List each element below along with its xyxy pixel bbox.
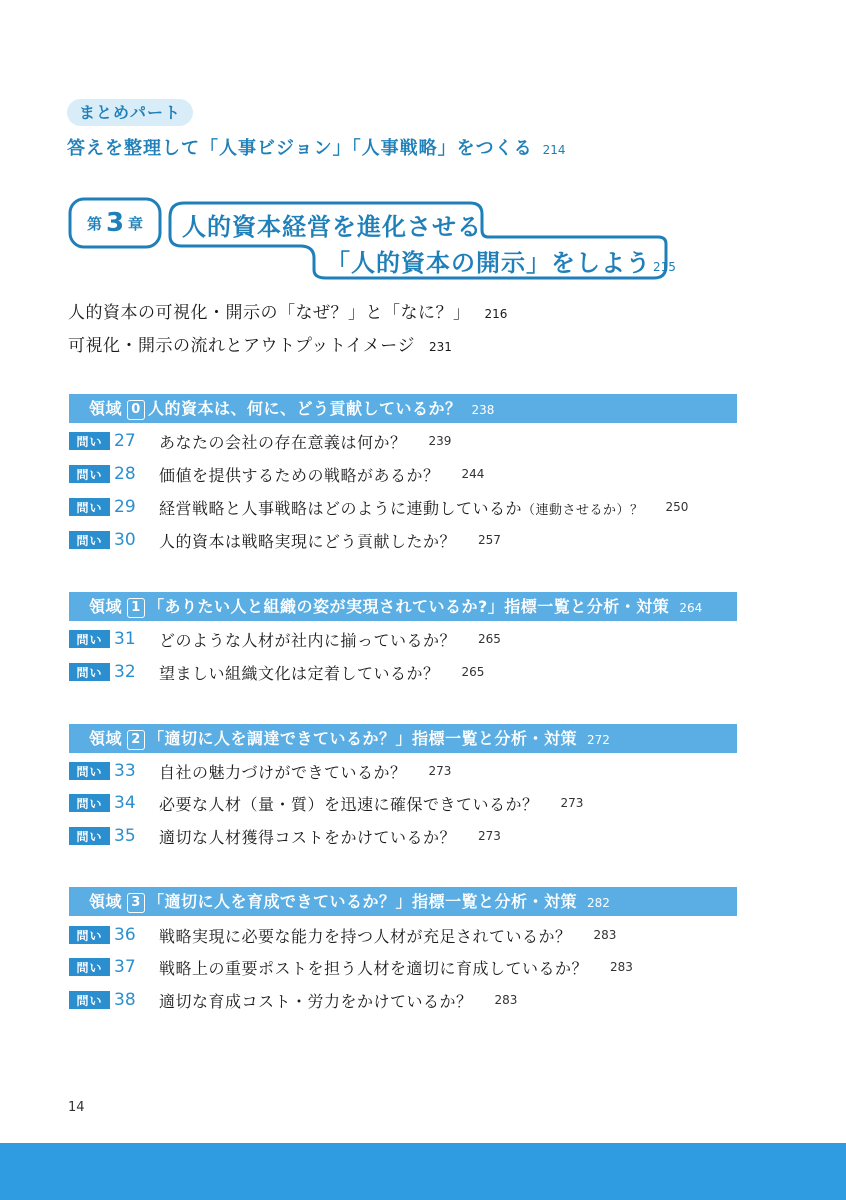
question-badge: 問い — [69, 762, 110, 780]
question-badge: 問い — [69, 827, 110, 845]
question-number: 36 — [114, 925, 136, 945]
question-page: 244 — [461, 467, 485, 481]
question-row[interactable] — [69, 923, 616, 947]
question-badge: 問い — [69, 991, 110, 1009]
question-page: 250 — [665, 500, 689, 514]
question-text: あなたの会社の存在意義は何か？ — [159, 432, 407, 452]
question-text: 必要な人材（量・質）を迅速に確保できているか？ — [159, 794, 539, 814]
question-number: 28 — [114, 464, 136, 484]
question-badge: 問い — [69, 531, 110, 549]
intro-entry-page: 231 — [428, 340, 452, 354]
domain-page: 282 — [587, 896, 610, 910]
question-badge: 問い — [69, 663, 110, 681]
question-page: 239 — [428, 434, 452, 448]
question-text-note: （連動させるか）？ — [522, 502, 644, 518]
chapter-suffix: 章 — [128, 214, 144, 233]
domain-label: 領域 — [89, 892, 123, 911]
footer-bar — [0, 1143, 846, 1200]
chapter-page: 215 — [653, 260, 676, 274]
question-badge: 問い — [69, 794, 110, 812]
domain-title: 「適切に人を調達できているか？」指標一覧と分析・対策 — [148, 729, 578, 748]
question-number: 27 — [114, 431, 136, 451]
question-page: 283 — [593, 928, 617, 942]
summary-title-text: 答えを整理して「人事ビジョン」「人事戦略」をつくる — [67, 138, 533, 159]
chapter-title-line2-text: 「人的資本の開示」をしよう — [326, 249, 651, 277]
question-text: 適切な人材獲得コストをかけているか？ — [159, 827, 457, 847]
domain-label: 領域 — [89, 597, 123, 616]
domain-header-2[interactable] — [69, 724, 737, 753]
question-number: 31 — [114, 629, 136, 649]
question-number: 29 — [114, 497, 136, 517]
question-page: 273 — [428, 764, 452, 778]
question-number: 32 — [114, 662, 136, 682]
question-number: 37 — [114, 957, 136, 977]
domain-page: 272 — [587, 733, 610, 747]
chapter-label — [70, 199, 160, 247]
question-page: 283 — [494, 993, 518, 1007]
question-row[interactable] — [69, 791, 583, 815]
question-text: 人的資本は戦略実現にどう貢献したか？ — [159, 531, 457, 551]
domain-title: 「適切に人を育成できているか？」指標一覧と分析・対策 — [148, 892, 578, 911]
domain-page: 264 — [679, 601, 703, 615]
question-number: 34 — [114, 793, 136, 813]
domain-header-3[interactable] — [69, 887, 737, 916]
domain-number: 1 — [127, 598, 145, 618]
question-row[interactable] — [69, 660, 484, 684]
question-text: 価値を提供するための戦略があるか？ — [159, 465, 440, 485]
question-row[interactable] — [69, 528, 501, 552]
question-row[interactable] — [69, 462, 484, 486]
question-number: 30 — [114, 530, 136, 550]
domain-page: 238 — [471, 403, 495, 417]
question-number: 38 — [114, 990, 136, 1010]
domain-header-1[interactable] — [69, 592, 737, 621]
question-text: 戦略上の重要ポストを担う人材を適切に育成しているか？ — [159, 958, 589, 978]
question-row[interactable] — [69, 824, 501, 848]
question-row[interactable] — [69, 759, 451, 783]
domain-title: 「ありたい人と組織の姿が実現されているか?」指標一覧と分析・対策 — [148, 597, 670, 616]
question-row[interactable] — [69, 429, 451, 453]
chapter-number: 3 — [105, 208, 125, 238]
question-page: 265 — [478, 632, 501, 646]
question-number: 33 — [114, 761, 136, 781]
question-badge: 問い — [69, 958, 110, 976]
question-row[interactable] — [69, 495, 688, 519]
domain-header-0[interactable] — [69, 394, 737, 423]
page-number: 14 — [68, 1100, 85, 1115]
chapter-prefix: 第 — [86, 214, 102, 233]
question-page: 283 — [610, 960, 633, 974]
summary-part-tag: まとめパート — [67, 99, 193, 126]
intro-entry-text: 人的資本の可視化・開示の「なぜ？」と「なに？」 — [68, 303, 471, 323]
question-number: 35 — [114, 826, 136, 846]
question-page: 273 — [560, 796, 584, 810]
chapter-title-line1[interactable]: 人的資本経営を進化させる — [182, 213, 482, 241]
question-row[interactable] — [69, 627, 501, 651]
chapter-title-line2[interactable] — [326, 243, 676, 278]
domain-number: 2 — [127, 730, 145, 750]
question-text-main: 経営戦略と人事戦略はどのように連動しているか — [159, 498, 523, 518]
question-text — [159, 496, 644, 519]
intro-entry-text: 可視化・開示の流れとアウトプットイメージ — [68, 336, 415, 356]
domain-number: 0 — [127, 400, 145, 420]
question-text: 適切な育成コスト・労力をかけているか？ — [159, 991, 473, 1011]
summary-page: 214 — [542, 143, 566, 157]
intro-entry[interactable] — [68, 331, 452, 356]
intro-entry-page: 216 — [484, 307, 508, 321]
question-badge: 問い — [69, 630, 110, 648]
question-row[interactable] — [69, 955, 633, 979]
question-badge: 問い — [69, 432, 110, 450]
domain-title: 人的資本は、何に、どう貢献しているか？ — [148, 399, 462, 418]
question-text: 望ましい組織文化は定着しているか？ — [159, 663, 440, 683]
question-page: 257 — [478, 533, 501, 547]
domain-label: 領域 — [89, 399, 123, 418]
domain-number: 3 — [127, 893, 145, 913]
domain-label: 領域 — [89, 729, 123, 748]
question-text: どのような人材が社内に揃っているか？ — [159, 630, 457, 650]
intro-entry[interactable] — [68, 298, 507, 323]
question-text: 戦略実現に必要な能力を持つ人材が充足されているか？ — [159, 926, 572, 946]
question-page: 273 — [478, 829, 501, 843]
question-row[interactable] — [69, 988, 517, 1012]
question-badge: 問い — [69, 926, 110, 944]
question-badge: 問い — [69, 498, 110, 516]
question-page: 265 — [461, 665, 485, 679]
question-badge: 問い — [69, 465, 110, 483]
question-text: 自社の魅力づけができているか？ — [159, 762, 407, 782]
